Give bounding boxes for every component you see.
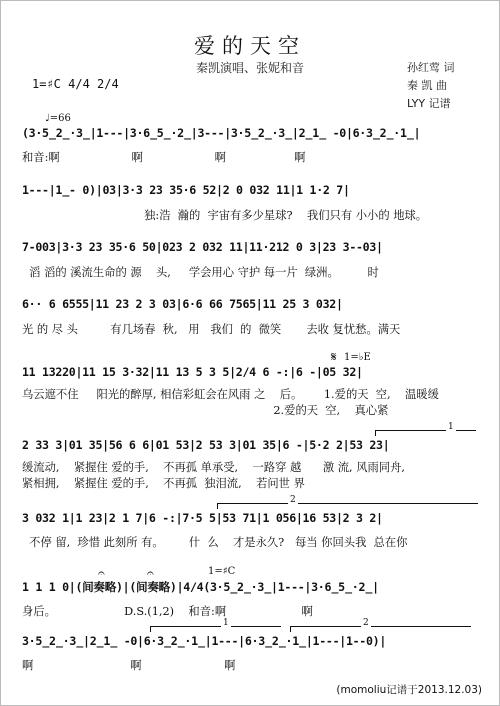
notation-line: 11 13220|11 15 3·32|11 13 5 3 5|2/4 6 -:|6 -|05 32| — [22, 365, 363, 379]
notation-line: 2 33 3|01 35|56 6 6|01 53|2 53 3|01 35|6 -|5·2 2|53 23| — [22, 438, 390, 452]
notation-line: 3·5̲2̲·3̲|2̲1̲ -0|6·3̲2̲·1̲|1---|6·3̲2̲·1̲|1---|1--0)| — [22, 634, 387, 648]
composer: 秦 凯 曲 — [407, 79, 447, 92]
volta-bracket — [375, 422, 476, 436]
score-row-2 — [22, 183, 482, 227]
notation-line: 6·· 6 6555|11 23 2 3 03|6·6 66 7565|11 25 3 032| — [22, 297, 343, 311]
lyric-line: 光 的 尽 头 有几场春 秋, 用 我们 的 微笑 去收 复忧愁。满天 — [22, 323, 401, 336]
notation-line: 1 1 1 0|(间奏略)|(间奏略)|4/4(3·5̲2̲·3̲|1---|3·6̲5̲·2̲| — [22, 580, 379, 594]
lyric-line: 紧相拥, 紧握住 爱的手, 不再孤 独泪流, 若问世 界 — [22, 477, 305, 490]
transcription-note: (momoliu记谱于2013.12.03) — [336, 684, 482, 696]
volta-number: 1 — [223, 618, 229, 628]
volta-bracket — [150, 618, 281, 632]
song-title: 爱的天空 — [194, 34, 306, 58]
key-change: 1=♯C — [208, 566, 236, 577]
tempo-mark: ♩=66 — [45, 113, 71, 124]
score-row-7 — [22, 511, 482, 555]
lyric-line: 不停 留, 珍惜 此刻所 有。 什 么 才是永久? 每当 你回头我 总在你 — [22, 536, 408, 549]
fermata-symbol: 𝄐 — [98, 566, 105, 580]
volta-bracket — [217, 495, 478, 509]
volta-number: 1 — [448, 422, 454, 432]
volta-number: 2 — [290, 495, 296, 505]
transcriber: LYY 记谱 — [407, 97, 451, 110]
lyric-line: 独:浩 瀚的 宇宙有多少星球? 我们只有 小小的 地球。 — [22, 209, 428, 222]
lyric-line: 和音:啊 啊 啊 啊 — [22, 151, 306, 164]
segno-symbol: 𝄋 — [331, 350, 337, 365]
score-row-6 — [22, 438, 482, 490]
lyric-line: 啊 啊 啊 — [22, 659, 236, 672]
volta-number: 2 — [363, 618, 369, 628]
lyric-line: 滔 滔的 溪流生命的 源 头, 学会用心 守护 每一片 绿洲。 时 — [22, 266, 379, 279]
score-row-4 — [22, 297, 482, 341]
score-row-1 — [22, 126, 482, 170]
lyricist: 孙红莺 词 — [407, 61, 455, 74]
notation-line: 7-003|3·3 23 35·6 50|023 2 032 11|11·212 0 3|23 3--03| — [22, 240, 383, 254]
notation-line: 3 032 1|1 23|2 1 7|6 -:|7·5 5|53 71|1 056|16 53|2 3 2| — [22, 511, 383, 525]
score-row-5 — [22, 365, 482, 417]
score-row-8 — [22, 579, 482, 623]
key-signature: 1=♯C 4/4 2/4 — [32, 77, 119, 91]
score-row-3 — [22, 240, 482, 284]
notation-line: (3·5̲2̲·3̲|1---|3·6̲5̲·2̲|3---|3·5̲2̲·3̲|2̲1̲ -0|6·3̲2̲·1̲| — [22, 126, 421, 140]
fermata-symbol: 𝄐 — [147, 566, 154, 580]
notation-line: 1---|1̲- 0)|03|3·3 23 35·6 52|2 0 032 11|1 1·2 7| — [22, 183, 350, 197]
volta-bracket — [290, 618, 471, 632]
lyric-line: 乌云遮不住 阳光的醉厚, 相信彩虹会在风雨 之 后。 1.爱的天 空, 温暖缓 — [22, 388, 439, 401]
lyric-line: 身后。 D.S.(1,2) 和音:啊 啊 — [22, 605, 313, 618]
lyric-line: 缓流动, 紧握住 爱的手, 不再孤 单承受, 一路穿 越 激 流, 风雨同舟, — [22, 461, 405, 474]
score-row-9 — [22, 634, 482, 678]
performers: 秦凯演唱、张妮和音 — [195, 61, 304, 75]
key-change: 1=♭E — [344, 352, 371, 363]
lyric-line: 2.爱的天 空, 真心紧 — [22, 404, 389, 417]
